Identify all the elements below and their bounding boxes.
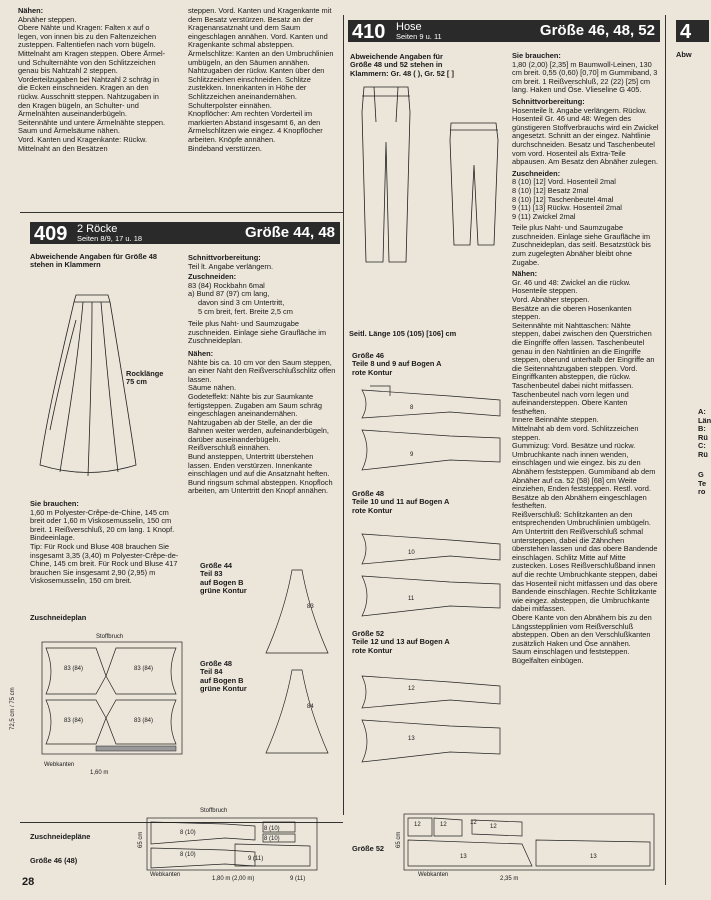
r409-naehen-5: Bund ansteppen, Untertritt überstehen lassen. Enden verstürzen. Innenkante einschlagen und auf die Ansatznaht heften. Bund ringsum schmal absteppen. Knopfloch arbeiten, am Untertritt den Knopf annähen. bbox=[188, 452, 333, 496]
h410-zugabe: Teile plus Naht- und Saumzugabe zuschneiden. Einlage siehe Graufläche im Zuschneideplan, das seitl. Besatzstück bis zum zugelegten Abnäher bleibt ohne Zugabe. bbox=[512, 223, 651, 267]
h410-part-8: 8 bbox=[410, 405, 414, 411]
header-409-pages: Seiten 8/9, 17 u. 18 bbox=[77, 234, 143, 243]
r409-zus-1: 83 (84) Rockbahn 6mal bbox=[188, 280, 265, 290]
r409-piece-3: 83 (84) bbox=[64, 718, 84, 724]
bottom-dim1: 65 cm bbox=[138, 831, 144, 848]
r409-schnitt-text: Teil lt. Angabe verlängern. bbox=[188, 261, 274, 271]
h410-schnitt-text: Hosenteile lt. Angabe verlängern. Rückw. Hosenteil Gr. 46 und 48: Wegen des günstigeren Stoffverbrauchs wird ein Zwickel angesetzt. Schnitt an der eingez. Nahtlinie durchschneiden. Besatz und Taschenbeutel vom vord. Hosenteil als Extra-Teile abpausen. Am Besatz den Abnäher zulegen. bbox=[512, 105, 659, 167]
h410-naehen-10: Saum einschlagen und feststeppen. bbox=[512, 647, 630, 657]
h410-schnitt-title: Schnittvorbereitung: bbox=[512, 96, 585, 106]
r409-piece-2: 83 (84) bbox=[134, 666, 154, 672]
bottom-len2: 2,35 m bbox=[500, 876, 519, 882]
naehen-line-4: Saum und Ärmelsäume nähen. bbox=[18, 126, 120, 136]
right-frag-1: A: bbox=[698, 407, 706, 416]
divider-right bbox=[665, 15, 666, 885]
col2-line-4: Knopflöcher: Am rechten Vorderteil im markierten Abstand insgesamt 6, an den Ärmelschlitzen wie eingez. 4 Knopflöcher arbeiten. Knöpfe annähen. bbox=[188, 109, 323, 144]
h410-sie-text: 1,80 (2,00) [2,35] m Baumwoll-Leinen, 130 cm breit. 0,55 (0,60) [0,70] m Gummiband, 3 cm breit. 1 Reißverschluß, 22 (22) [25] cm lang. Haken und Öse. Vlieseline G 405. bbox=[512, 59, 658, 95]
col2-line-5: Bindeband verstürzen. bbox=[188, 143, 262, 153]
bottom-c12c: 12 bbox=[470, 820, 477, 826]
naehen-line-3: Seitennähte und untere Ärmelnähte steppen. bbox=[18, 117, 166, 127]
h410-zus-4: 9 (11) [13] Rückw. Hosenteil 2mal bbox=[512, 203, 622, 213]
right-frag-7: G bbox=[698, 470, 704, 479]
right-frag-3: B: bbox=[698, 424, 706, 433]
header-next-partial bbox=[676, 20, 709, 42]
h410-naehen-title: Nähen: bbox=[512, 269, 538, 279]
r409-schnitt-title: Schnittvorbereitung: bbox=[188, 253, 261, 262]
h410-naehen-9: Obere Kante von den Abnähern bis zu den Längsstepplinien vom Reißverschluß absteppen. Oben an den Verschlußkanten zusätzlich Haken und Öse annähen. bbox=[512, 613, 652, 648]
h410-zus-1: 8 (10) [12] Vord. Hosenteil 2mal bbox=[512, 177, 616, 187]
right-edge-fragments bbox=[698, 408, 710, 497]
skirt-illustration bbox=[38, 290, 138, 480]
bottom-c13b: 13 bbox=[590, 854, 597, 860]
r409-cutting-layout bbox=[36, 636, 186, 766]
r409-rocklaenge: Rocklänge 75 cm bbox=[126, 369, 164, 387]
h410-g46: Größe 46 Teile 8 und 9 auf Bogen A rote Kontur bbox=[352, 351, 442, 377]
h410-zus-2: 8 (10) [12] Besatz 2mal bbox=[512, 185, 589, 195]
page-number: 28 bbox=[22, 876, 35, 888]
col2-line-2: Ärmelschlitze: Kanten an den Umbruchlinien umbügeln, an den Säumen annähen. Nahtzugaben der rückw. Kanten über den Schlitzzeichen einschneiden. Schlitze zustekken. Innenkanten in Höhe der Schlitzzeichen aneinandernähen. bbox=[188, 48, 334, 101]
r409-naehen-1: Nähte bis ca. 10 cm vor den Saum steppen, an einer Naht den Reißverschlußschlitz offen lassen. bbox=[188, 357, 336, 384]
h410-naehen-8: Reißverschluß: Schlitzkanten an den entsprechenden Umbruchlinien umbügeln. Am Untertritt den Reißverschluß schmal untersteppen, dabei die Zähnchen überstehen lassen und das obere Bandende einschlagen. Schlitz Mitte auf Mitte zustecken. Loses Reißverschlußband innen auf die rechte Umbruchkante steppen, dabei das Hosenteil nicht mitfassen und das obere Bandende einschlagen. Rechte Schlitzkante wie eingez. absteppen, die Umbruchkante dabei mitfassen. bbox=[512, 509, 658, 614]
h410-instructions bbox=[512, 52, 660, 666]
bottom-c13a: 13 bbox=[460, 854, 467, 860]
h410-sie-title: Sie brauchen: bbox=[512, 51, 561, 60]
r409-webkanten: Webkanten bbox=[44, 762, 75, 768]
h410-part-11: 11 bbox=[408, 596, 415, 602]
bottom-g4648: Größe 46 (48) bbox=[30, 856, 78, 865]
r409-tip: Tip: Für Rock und Bluse 408 brauchen Sie insgesamt 3,35 (3,40) m Polyester-Crêpe-de-Chine, 145 cm breit. Für Rock und Bluse 417 brauchen Sie insgesamt 2,90 (2,95) m Viskosemusselin, 150 cm breit. bbox=[30, 541, 179, 586]
r409-stoffbruch: Stoffbruch bbox=[96, 634, 124, 640]
bottom-c12a: 12 bbox=[414, 822, 421, 828]
h410-naehen-2: Vord. Abnäher steppen. bbox=[512, 295, 590, 305]
h410-naehen-3: Besätze an die oberen Hosenkanten steppen. bbox=[512, 303, 632, 322]
header-409 bbox=[30, 222, 340, 244]
bottom-c12b: 12 bbox=[440, 822, 447, 828]
bottom-zuschneideplaene: Zuschneidepläne bbox=[30, 832, 91, 841]
trousers-back-view bbox=[446, 120, 501, 250]
r409-part-83: 83 bbox=[307, 604, 314, 610]
col2-top bbox=[188, 7, 336, 153]
r409-zugabe: Teile plus Naht- und Saumzugabe zuschneiden. Einlage siehe Graufläche im Zuschneideplan. bbox=[188, 319, 327, 346]
header-409-number: 409 bbox=[34, 223, 68, 245]
h410-g46-pieces bbox=[360, 378, 510, 478]
h410-naehen-1: Gr. 46 und 48: Zwickel an die rückw. Hosenteile steppen. bbox=[512, 277, 631, 296]
divider-409-top bbox=[20, 212, 343, 213]
r409-piece-84 bbox=[262, 668, 332, 758]
h410-part-10: 10 bbox=[408, 550, 415, 556]
right-frag-6: Rü bbox=[698, 449, 708, 459]
bottom-cutting-52 bbox=[402, 808, 662, 878]
h410-naehen-6: Mittelnaht ab dem vord. Schlitzzeichen steppen. bbox=[512, 423, 639, 442]
r409-dim: 72,5 cm / 75 cm bbox=[10, 687, 16, 730]
r409-piece-83 bbox=[262, 568, 332, 658]
right-frag-5: C: bbox=[698, 441, 706, 450]
h410-abweichend: Abweichende Angaben für Größe 48 und 52 stehen in Klammern: Gr. 48 ( ), Gr. 52 [ ] bbox=[350, 52, 454, 78]
r409-zus-2: a) Bund 87 (97) cm lang, bbox=[188, 289, 270, 299]
bottom-b9b: 9 (11) bbox=[290, 876, 306, 882]
col2-line-1: steppen. Vord. Kanten und Kragenkante mit dem Besatz verstürzen. Besatz an der Kragenansatznaht und dem Saum eingeschlagen annähen. Vord. Kanten und Kragenkante schmal absteppen. bbox=[188, 6, 332, 50]
h410-zus-3: 8 (10) [12] Taschenbeutel 4mal bbox=[512, 194, 614, 204]
naehen-line-2: Obere Nähte und Kragen: Falten x auf o legen, von innen bis zu den Faltenzeichen zusteppen. Faltentiefen nach vorn bügeln. Mittelnaht am Kragen steppen. Obere Ärmel- und Schulternähte von den Schlitzzeichen genau bis Nahtzahl 2 steppen. Vorderteilzugaben bei Nahtzahl 2 schräg in die Ecken einschneiden. Kragen an den rückw. Ausschnitt steppen. Nahtzugaben in den Kragen bügeln, an Schulter- und Ärmelnähten auseinanderbügeln. bbox=[18, 23, 166, 119]
bottom-stoffbruch: Stoffbruch bbox=[200, 808, 228, 814]
r409-g48: Größe 48 Teil 84 auf Bogen B grüne Kontur bbox=[200, 659, 247, 694]
h410-g48-pieces bbox=[360, 520, 510, 620]
bottom-cutting-4648 bbox=[145, 810, 320, 880]
r409-sie-title: Sie brauchen: bbox=[30, 499, 79, 508]
r409-naehen-4: Reißverschluß einnähen. bbox=[188, 443, 271, 453]
naehen-line-1: Abnäher steppen. bbox=[18, 14, 77, 24]
r409-abweichend: Abweichende Angaben für Größe 48 stehen in Klammern bbox=[30, 252, 158, 270]
bottom-b9: 9 (11) bbox=[248, 856, 264, 862]
col1-naehen bbox=[18, 7, 168, 153]
h410-part-9: 9 bbox=[410, 452, 414, 458]
r409-material bbox=[30, 500, 180, 586]
r409-naehen-2: Säume nähen. bbox=[188, 383, 237, 393]
h410-seitl-laenge: Seitl. Länge 105 (105) [106] cm bbox=[349, 329, 457, 338]
bottom-webkanten1: Webkanten bbox=[150, 872, 181, 878]
right-frag-9: ro bbox=[698, 487, 706, 496]
r409-piece-1: 83 (84) bbox=[64, 666, 84, 672]
right-frag-2: Län bbox=[698, 415, 711, 425]
header-410-size: Größe 46, 48, 52 bbox=[539, 22, 655, 39]
r409-zuschneideplan: Zuschneideplan bbox=[30, 613, 87, 622]
h410-naehen-11: Bügelfalten einbügen. bbox=[512, 655, 584, 665]
bottom-webkanten2: Webkanten bbox=[418, 872, 449, 878]
r409-part-84: 84 bbox=[307, 704, 314, 710]
h410-naehen-5: Innere Beinnähte steppen. bbox=[512, 415, 599, 425]
right-frag-8: Te bbox=[698, 478, 707, 488]
bottom-b8b: 8 (10) bbox=[180, 852, 196, 858]
h410-naehen-7: Gummizug: Vord. Besätze und rückw. Umbruchkante nach innen wenden, einschlagen und wie eingez. bis zu den Abnähern feststeppen. Gummiband ab dem Abnäher auf ca. 52 (58) [68] cm Weite einziehen, Enden feststeppen. Restl. vord. Besätze ab den Abnähern eingeschlagen festheften. bbox=[512, 441, 656, 511]
naehen-title: Nähen: bbox=[18, 6, 44, 15]
right-edge-abw: Abw bbox=[676, 50, 692, 59]
bottom-b8d: 8 (10) bbox=[264, 836, 280, 842]
r409-zus-3: davon sind 3 cm Untertritt, bbox=[198, 297, 285, 307]
right-frag-4: Rü bbox=[698, 432, 708, 442]
h410-g48: Größe 48 Teile 10 und 11 auf Bogen A rote Kontur bbox=[352, 489, 450, 515]
bottom-dim2: 65 cm bbox=[396, 831, 402, 848]
trousers-illustration bbox=[356, 82, 416, 267]
r409-zus-4: 5 cm breit, fert. Breite 2,5 cm bbox=[198, 306, 293, 316]
header-next-number: 4 bbox=[680, 21, 692, 43]
naehen-line-5: Vord. Kanten und Kragenkante: Rückw. Mittelnaht an den Besätzen bbox=[18, 134, 148, 153]
header-410 bbox=[348, 20, 660, 42]
h410-part-12: 12 bbox=[408, 686, 415, 692]
bottom-len1: 1,80 m (2,00 m) bbox=[212, 876, 255, 882]
r409-piece-4: 83 (84) bbox=[134, 718, 154, 724]
header-409-size: Größe 44, 48 bbox=[244, 224, 335, 241]
header-410-pages: Seiten 9 u. 11 bbox=[396, 32, 442, 41]
r409-naehen-title: Nähen: bbox=[188, 348, 214, 358]
header-409-name: 2 Röcke bbox=[77, 223, 118, 235]
header-410-name: Hose bbox=[396, 21, 422, 33]
bottom-c12d: 12 bbox=[490, 824, 497, 830]
r409-zus-title: Zuschneiden: bbox=[188, 272, 237, 282]
col2-line-3: Schulterpolster einnähen. bbox=[188, 100, 272, 110]
bottom-b8a: 8 (10) bbox=[180, 830, 196, 836]
h410-zus-title: Zuschneiden: bbox=[512, 168, 561, 178]
header-410-number: 410 bbox=[352, 21, 386, 43]
h410-zus-5: 9 (11) Zwickel 2mal bbox=[512, 211, 576, 221]
bottom-b8c: 8 (10) bbox=[264, 826, 280, 832]
r409-length: 1,60 m bbox=[90, 770, 109, 776]
h410-g52-pieces bbox=[360, 662, 510, 767]
r409-sie-text: 1,60 m Polyester-Crêpe-de-Chine, 145 cm breit oder 1,60 m Viskosemusselin, 150 cm breit. 1 Reißverschluß, 20 cm lang. 1 Knopf. Bindeeinlage. bbox=[30, 507, 175, 543]
divider-409-410 bbox=[343, 15, 344, 815]
h410-naehen-4: Seitennähte mit Nahttaschen: Nähte steppen, dabei zwischen den Querstrichen die Eingriffe offen lassen. Taschenbeutel genau in den Nahtlinien an die Eingriffe steppen, oberund unterhalb der Eingriffe an die Seitennahtzugaben steppen. Vord. Eingriffkanten absteppen, die rückw. Taschenbeutel dabei nicht mitfassen. Taschenbeutel nach vorn legen und aufeinandersteppen. Obere Kanten festheften. bbox=[512, 320, 655, 416]
r409-naehen-3: Godeteffekt: Nähte bis zur Saumkante fertigsteppen. Zugaben am Saum schräg eingeschlagen aneinandernähen. Nahtzugaben ab der Stelle, an der die Bahnen weiter werden, aufeinanderbügeln, darüber auseinanderbügeln. bbox=[188, 391, 329, 444]
r409-instructions bbox=[188, 254, 338, 496]
r409-g44: Größe 44 Teil 83 auf Bogen B grüne Kontur bbox=[200, 561, 247, 596]
h410-part-13: 13 bbox=[408, 736, 415, 742]
bottom-g52: Größe 52 bbox=[352, 844, 385, 853]
h410-g52: Größe 52 Teile 12 und 13 auf Bogen A rote Kontur bbox=[352, 629, 450, 655]
